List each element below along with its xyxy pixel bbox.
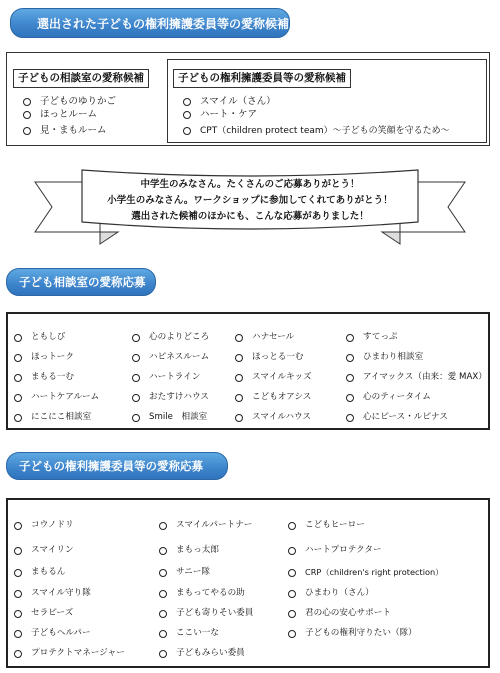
- circle-bullet-icon: [23, 127, 31, 135]
- circle-bullet-icon: [183, 98, 191, 106]
- committee-candidates-subtitle: 子どもの権利擁護委員等の愛称候補: [173, 69, 351, 88]
- circle-bullet-icon: [288, 630, 296, 638]
- list-item: スマイルキッズ: [235, 372, 312, 383]
- committee-candidate-option: ハート・ケア: [183, 109, 257, 121]
- list-item: スマイルハウス: [235, 412, 311, 423]
- list-item: ほっトーク: [14, 352, 74, 363]
- list-item: ひまわり（さん）: [288, 588, 374, 599]
- circle-bullet-icon: [183, 111, 191, 119]
- list-item: Smile 相談室: [132, 412, 207, 423]
- circle-bullet-icon: [159, 630, 167, 638]
- list-item: まもっ太郎: [159, 545, 219, 556]
- room-entries-title: 子ども相談室の愛称応募: [6, 268, 156, 296]
- circle-bullet-icon: [288, 610, 296, 618]
- list-item: にこにこ相談室: [14, 412, 91, 423]
- circle-bullet-icon: [159, 610, 167, 618]
- room-candidate-option: 見・まもルーム: [23, 125, 107, 137]
- list-item: セラピーズ: [14, 608, 73, 619]
- circle-bullet-icon: [159, 547, 167, 555]
- circle-bullet-icon: [159, 650, 167, 658]
- list-item: 子どもヘルパー: [14, 628, 91, 639]
- list-item: 心のティータイム: [346, 392, 431, 403]
- list-item: CRP（children's right protection）: [288, 567, 443, 578]
- circle-bullet-icon: [14, 394, 22, 402]
- circle-bullet-icon: [235, 334, 243, 342]
- circle-bullet-icon: [14, 630, 22, 638]
- committee-candidate-option: スマイル（さん）: [183, 96, 276, 108]
- list-item: こどもオアシス: [235, 392, 311, 403]
- list-item: ハピネスルーム: [132, 352, 209, 363]
- circle-bullet-icon: [14, 334, 22, 342]
- list-item: ハートプロテクター: [288, 545, 382, 556]
- circle-bullet-icon: [132, 334, 140, 342]
- list-item: まもる一む: [14, 372, 74, 383]
- circle-bullet-icon: [14, 547, 22, 555]
- list-item: 心にピース・ルピナス: [346, 412, 448, 423]
- circle-bullet-icon: [14, 569, 22, 577]
- circle-bullet-icon: [235, 354, 243, 362]
- list-item: スマイルパートナー: [159, 520, 252, 531]
- page-title: 選出された子どもの権利擁護委員等の愛称候補: [10, 8, 290, 38]
- circle-bullet-icon: [14, 650, 22, 658]
- banner-line: 選出された候補のほかにも、こんな応募がありました！: [131, 211, 369, 222]
- list-item: ここい一な: [159, 628, 219, 639]
- list-item: 君の心の安心サポート: [288, 608, 391, 619]
- circle-bullet-icon: [14, 414, 22, 422]
- list-item: プロテクトマネージャー: [14, 648, 125, 659]
- list-item: すてっぷ: [346, 332, 398, 343]
- list-item: ともしび: [14, 332, 65, 343]
- candidates-box: [6, 52, 490, 146]
- circle-bullet-icon: [288, 590, 296, 598]
- circle-bullet-icon: [159, 590, 167, 598]
- circle-bullet-icon: [288, 522, 296, 530]
- room-candidate-option: 子どものゆりかご: [23, 96, 116, 108]
- list-item: アイマックス（由来：愛 MAX）: [346, 372, 487, 383]
- list-item: 心のよりどころ: [132, 332, 209, 343]
- circle-bullet-icon: [132, 354, 140, 362]
- circle-bullet-icon: [132, 414, 140, 422]
- circle-bullet-icon: [159, 569, 167, 577]
- list-item: ハナセール: [235, 332, 294, 343]
- circle-bullet-icon: [23, 111, 31, 119]
- circle-bullet-icon: [235, 374, 243, 382]
- circle-bullet-icon: [235, 414, 243, 422]
- committee-candidate-option: CPT（children protect team）〜子どもの笑顔を守るため〜: [183, 125, 450, 137]
- list-item: ハートライン: [132, 372, 200, 383]
- circle-bullet-icon: [132, 394, 140, 402]
- circle-bullet-icon: [235, 394, 243, 402]
- circle-bullet-icon: [14, 354, 22, 362]
- committee-entries-title: 子どもの権利擁護委員等の愛称応募: [6, 452, 228, 480]
- circle-bullet-icon: [346, 334, 354, 342]
- circle-bullet-icon: [183, 127, 191, 135]
- circle-bullet-icon: [14, 590, 22, 598]
- committee-entries-box: [6, 498, 490, 668]
- banner-line: 小学生のみなさん。ワークショップに参加してくれてありがとう！: [107, 195, 393, 206]
- room-candidates-subtitle: 子どもの相談室の愛称候補: [13, 69, 149, 88]
- circle-bullet-icon: [14, 522, 22, 530]
- room-candidate-option: ほっとルーム: [23, 109, 97, 121]
- circle-bullet-icon: [346, 414, 354, 422]
- list-item: ひまわり相談室: [346, 352, 423, 363]
- list-item: まもってやるの助: [159, 588, 245, 599]
- list-item: ほっとる一む: [235, 352, 304, 363]
- list-item: 子ども寄りそい委員: [159, 608, 253, 619]
- list-item: おたすけハウス: [132, 392, 209, 403]
- list-item: スマイリン: [14, 545, 74, 556]
- circle-bullet-icon: [346, 374, 354, 382]
- circle-bullet-icon: [346, 354, 354, 362]
- circle-bullet-icon: [14, 374, 22, 382]
- list-item: まもるん: [14, 567, 65, 578]
- list-item: 子どもみらい委員: [159, 648, 245, 659]
- circle-bullet-icon: [23, 98, 31, 106]
- list-item: 子どもの権利守りたい（隊）: [288, 628, 417, 639]
- circle-bullet-icon: [288, 547, 296, 555]
- room-entries-box: [6, 312, 490, 430]
- circle-bullet-icon: [14, 610, 22, 618]
- circle-bullet-icon: [159, 522, 167, 530]
- list-item: サニー隊: [159, 567, 210, 578]
- circle-bullet-icon: [346, 394, 354, 402]
- circle-bullet-icon: [288, 569, 296, 577]
- list-item: こどもヒーロー: [288, 520, 365, 531]
- banner-line: 中学生のみなさん。たくさんのご応募ありがとう！: [140, 179, 360, 190]
- list-item: ハートケアルーム: [14, 392, 99, 403]
- circle-bullet-icon: [132, 374, 140, 382]
- list-item: コウノドリ: [14, 520, 74, 531]
- list-item: スマイル守り隊: [14, 588, 91, 599]
